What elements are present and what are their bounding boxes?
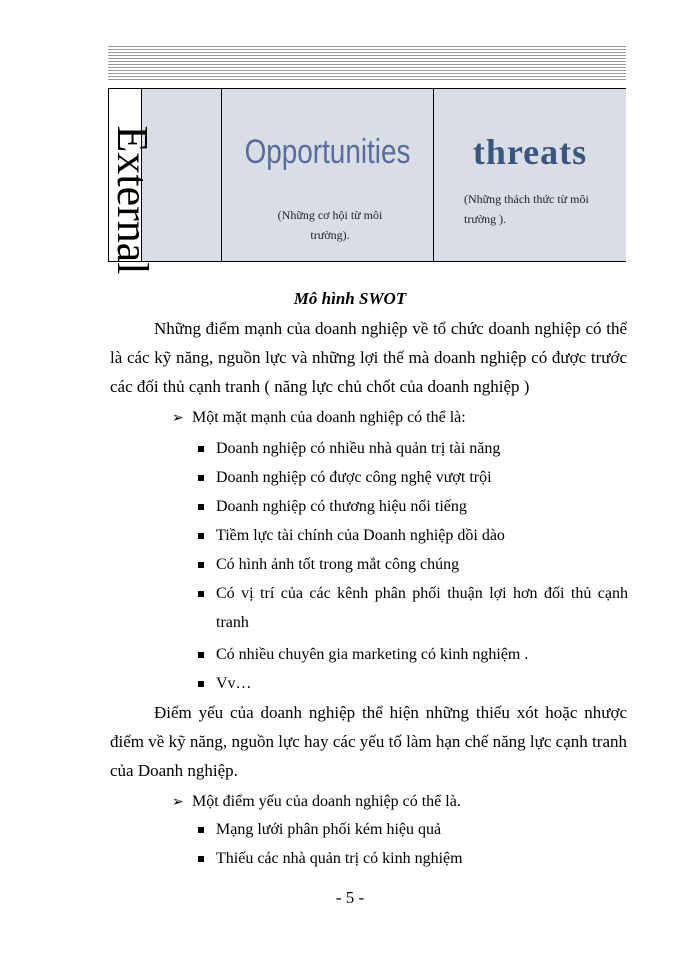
weaknesses-paragraph <box>110 698 627 785</box>
arrow-bullet-icon: ➢ <box>172 794 184 810</box>
strengths-heading-text: Một mặt mạnh của doanh nghiệp có thể là: <box>192 409 466 426</box>
arrow-bullet-icon: ➢ <box>172 410 184 426</box>
list-item: Doanh nghiệp có được công nghệ vượt trội <box>198 463 628 492</box>
figure-caption: Mô hình SWOT <box>293 289 407 308</box>
threats-title: threats <box>472 132 588 172</box>
list-item: Tiềm lực tài chính của Doanh nghiệp dồi dào <box>198 521 628 550</box>
header-rule <box>108 44 626 80</box>
square-bullet-icon <box>198 681 204 687</box>
threats-cell <box>433 89 626 261</box>
threats-note: (Những thách thức từ môi trường ). <box>464 192 589 226</box>
list-item: Thiếu các nhà quản trị có kinh nghiệm <box>198 844 628 873</box>
weaknesses-heading-text: Một điểm yếu của doanh nghiệp có thể là. <box>192 793 461 810</box>
weaknesses-paragraph-text: Điểm yếu của doanh nghiệp thể hiện những thiếu xót hoặc nhược điểm về kỹ năng, nguồn lực hay các yếu tố làm hạn chế năng lực cạnh tranh của Doanh nghiệp. <box>110 703 627 780</box>
strengths-heading <box>172 406 466 430</box>
square-bullet-icon <box>198 504 204 510</box>
square-bullet-icon <box>198 446 204 452</box>
square-bullet-icon <box>198 652 204 658</box>
square-bullet-icon <box>198 591 204 597</box>
page-number: - 5 - <box>335 888 365 907</box>
weaknesses-heading <box>172 790 461 814</box>
opportunities-note: (Những cơ hội từ môi trường). <box>277 208 383 242</box>
list-item: Có nhiều chuyên gia marketing có kinh nghiệm . <box>198 640 628 669</box>
external-label <box>108 120 156 280</box>
list-item: Doanh nghiệp có thương hiệu nổi tiếng <box>198 492 628 521</box>
strengths-paragraph <box>110 314 627 401</box>
list-item: Có vị trí của các kênh phân phối thuận lợi hơn đối thủ cạnh tranh <box>198 579 628 637</box>
list-item: Mạng lưới phân phối kém hiệu quả <box>198 815 628 844</box>
strengths-paragraph-text: Những điểm mạnh của doanh nghiệp về tổ chức doanh nghiệp có thể là các kỹ năng, nguồn lực và những lợi thế mà doanh nghiệp có được trước các đối thủ cạnh tranh ( năng lực chủ chốt của doanh nghiệp ) <box>110 319 627 396</box>
opportunities-cell <box>221 89 433 261</box>
opportunities-title: Opportunities <box>244 133 411 171</box>
square-bullet-icon <box>198 856 204 862</box>
swot-external-table <box>108 88 626 262</box>
square-bullet-icon <box>198 533 204 539</box>
square-bullet-icon <box>198 475 204 481</box>
list-item: Doanh nghiệp có nhiều nhà quản trị tài năng <box>198 434 628 463</box>
square-bullet-icon <box>198 827 204 833</box>
external-label-text: External <box>108 125 157 275</box>
list-item: Vv… <box>198 669 628 698</box>
list-item: Có hình ảnh tốt trong mắt công chúng <box>198 550 628 579</box>
square-bullet-icon <box>198 562 204 568</box>
